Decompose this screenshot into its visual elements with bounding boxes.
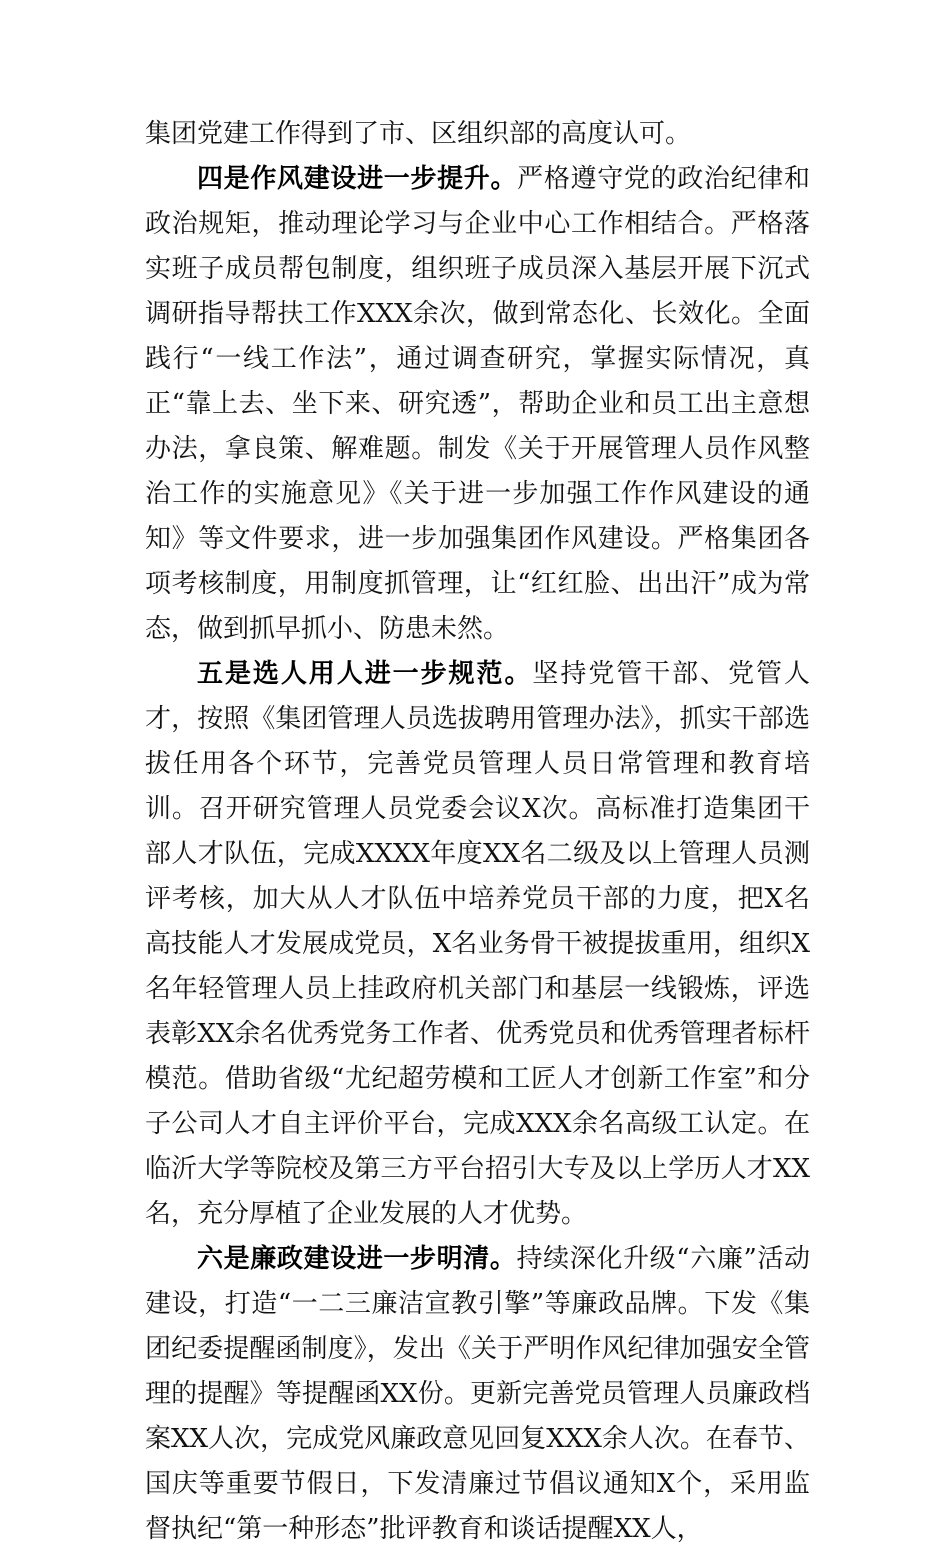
paragraph-body: 集团党建工作得到了市、区组织部的高度认可。 (145, 119, 692, 149)
paragraph-work-style (145, 157, 810, 652)
paragraph-lead: 四是作风建设进一步提升。 (197, 164, 518, 194)
paragraph-lead: 六是廉政建设进一步明清。 (197, 1244, 517, 1274)
paragraph-body: 坚持党管干部、党管人才，按照《集团管理人员选拔聘用管理办法》，抓实干部选拔任用各个环节，完善党员管理人员日常管理和教育培训。召开研究管理人员党委会议X次。高标准打造集团干部人才队伍，完成XXXX年度XX名二级及以上管理人员测评考核，加大从人才队伍中培养党员干部的力度，把X名高技能人才发展成党员，X名业务骨干被提拔重用，组织X名年轻管理人员上挂政府机关部门和基层一线锻炼，评选表彰XX余名优秀党务工作者、优秀党员和优秀管理者标杆模范。借助省级“尤纪超劳模和工匠人才创新工作室”和分子公司人才自主评价平台，完成XXX余名高级工认定。在临沂大学等院校及第三方平台招引大专及以上学历人才XX名，充分厚植了企业发展的人才优势。 (145, 659, 810, 1229)
paragraph-body: 持续深化升级“六廉”活动建设，打造“一二三廉洁宣教引擎”等廉政品牌。下发《集团纪委提醒函制度》，发出《关于严明作风纪律加强安全管理的提醒》等提醒函XX份。更新完善党员管理人员廉政档案XX人次，完成党风廉政意见回复XXX余人次。在春节、国庆等重要节假日，下发清廉过节倡议通知X个，采用监督执纪“第一种形态”批评教育和谈话提醒XX人， (145, 1244, 810, 1544)
paragraph-integrity (145, 1237, 810, 1552)
paragraph-personnel (145, 652, 810, 1237)
document-page (145, 112, 810, 1552)
paragraph-continuation (145, 112, 810, 157)
paragraph-lead: 五是选人用人进一步规范。 (197, 659, 533, 689)
paragraph-body: 严格遵守党的政治纪律和政治规矩，推动理论学习与企业中心工作相结合。严格落实班子成员帮包制度，组织班子成员深入基层开展下沉式调研指导帮扶工作XXX余次，做到常态化、长效化。全面践行“一线工作法”，通过调查研究，掌握实际情况，真正“靠上去、坐下来、研究透”，帮助企业和员工出主意想办法，拿良策、解难题。制发《关于开展管理人员作风整治工作的实施意见》《关于进一步加强工作作风建设的通知》等文件要求，进一步加强集团作风建设。严格集团各项考核制度，用制度抓管理，让“红红脸、出出汗”成为常态，做到抓早抓小、防患未然。 (145, 164, 810, 644)
